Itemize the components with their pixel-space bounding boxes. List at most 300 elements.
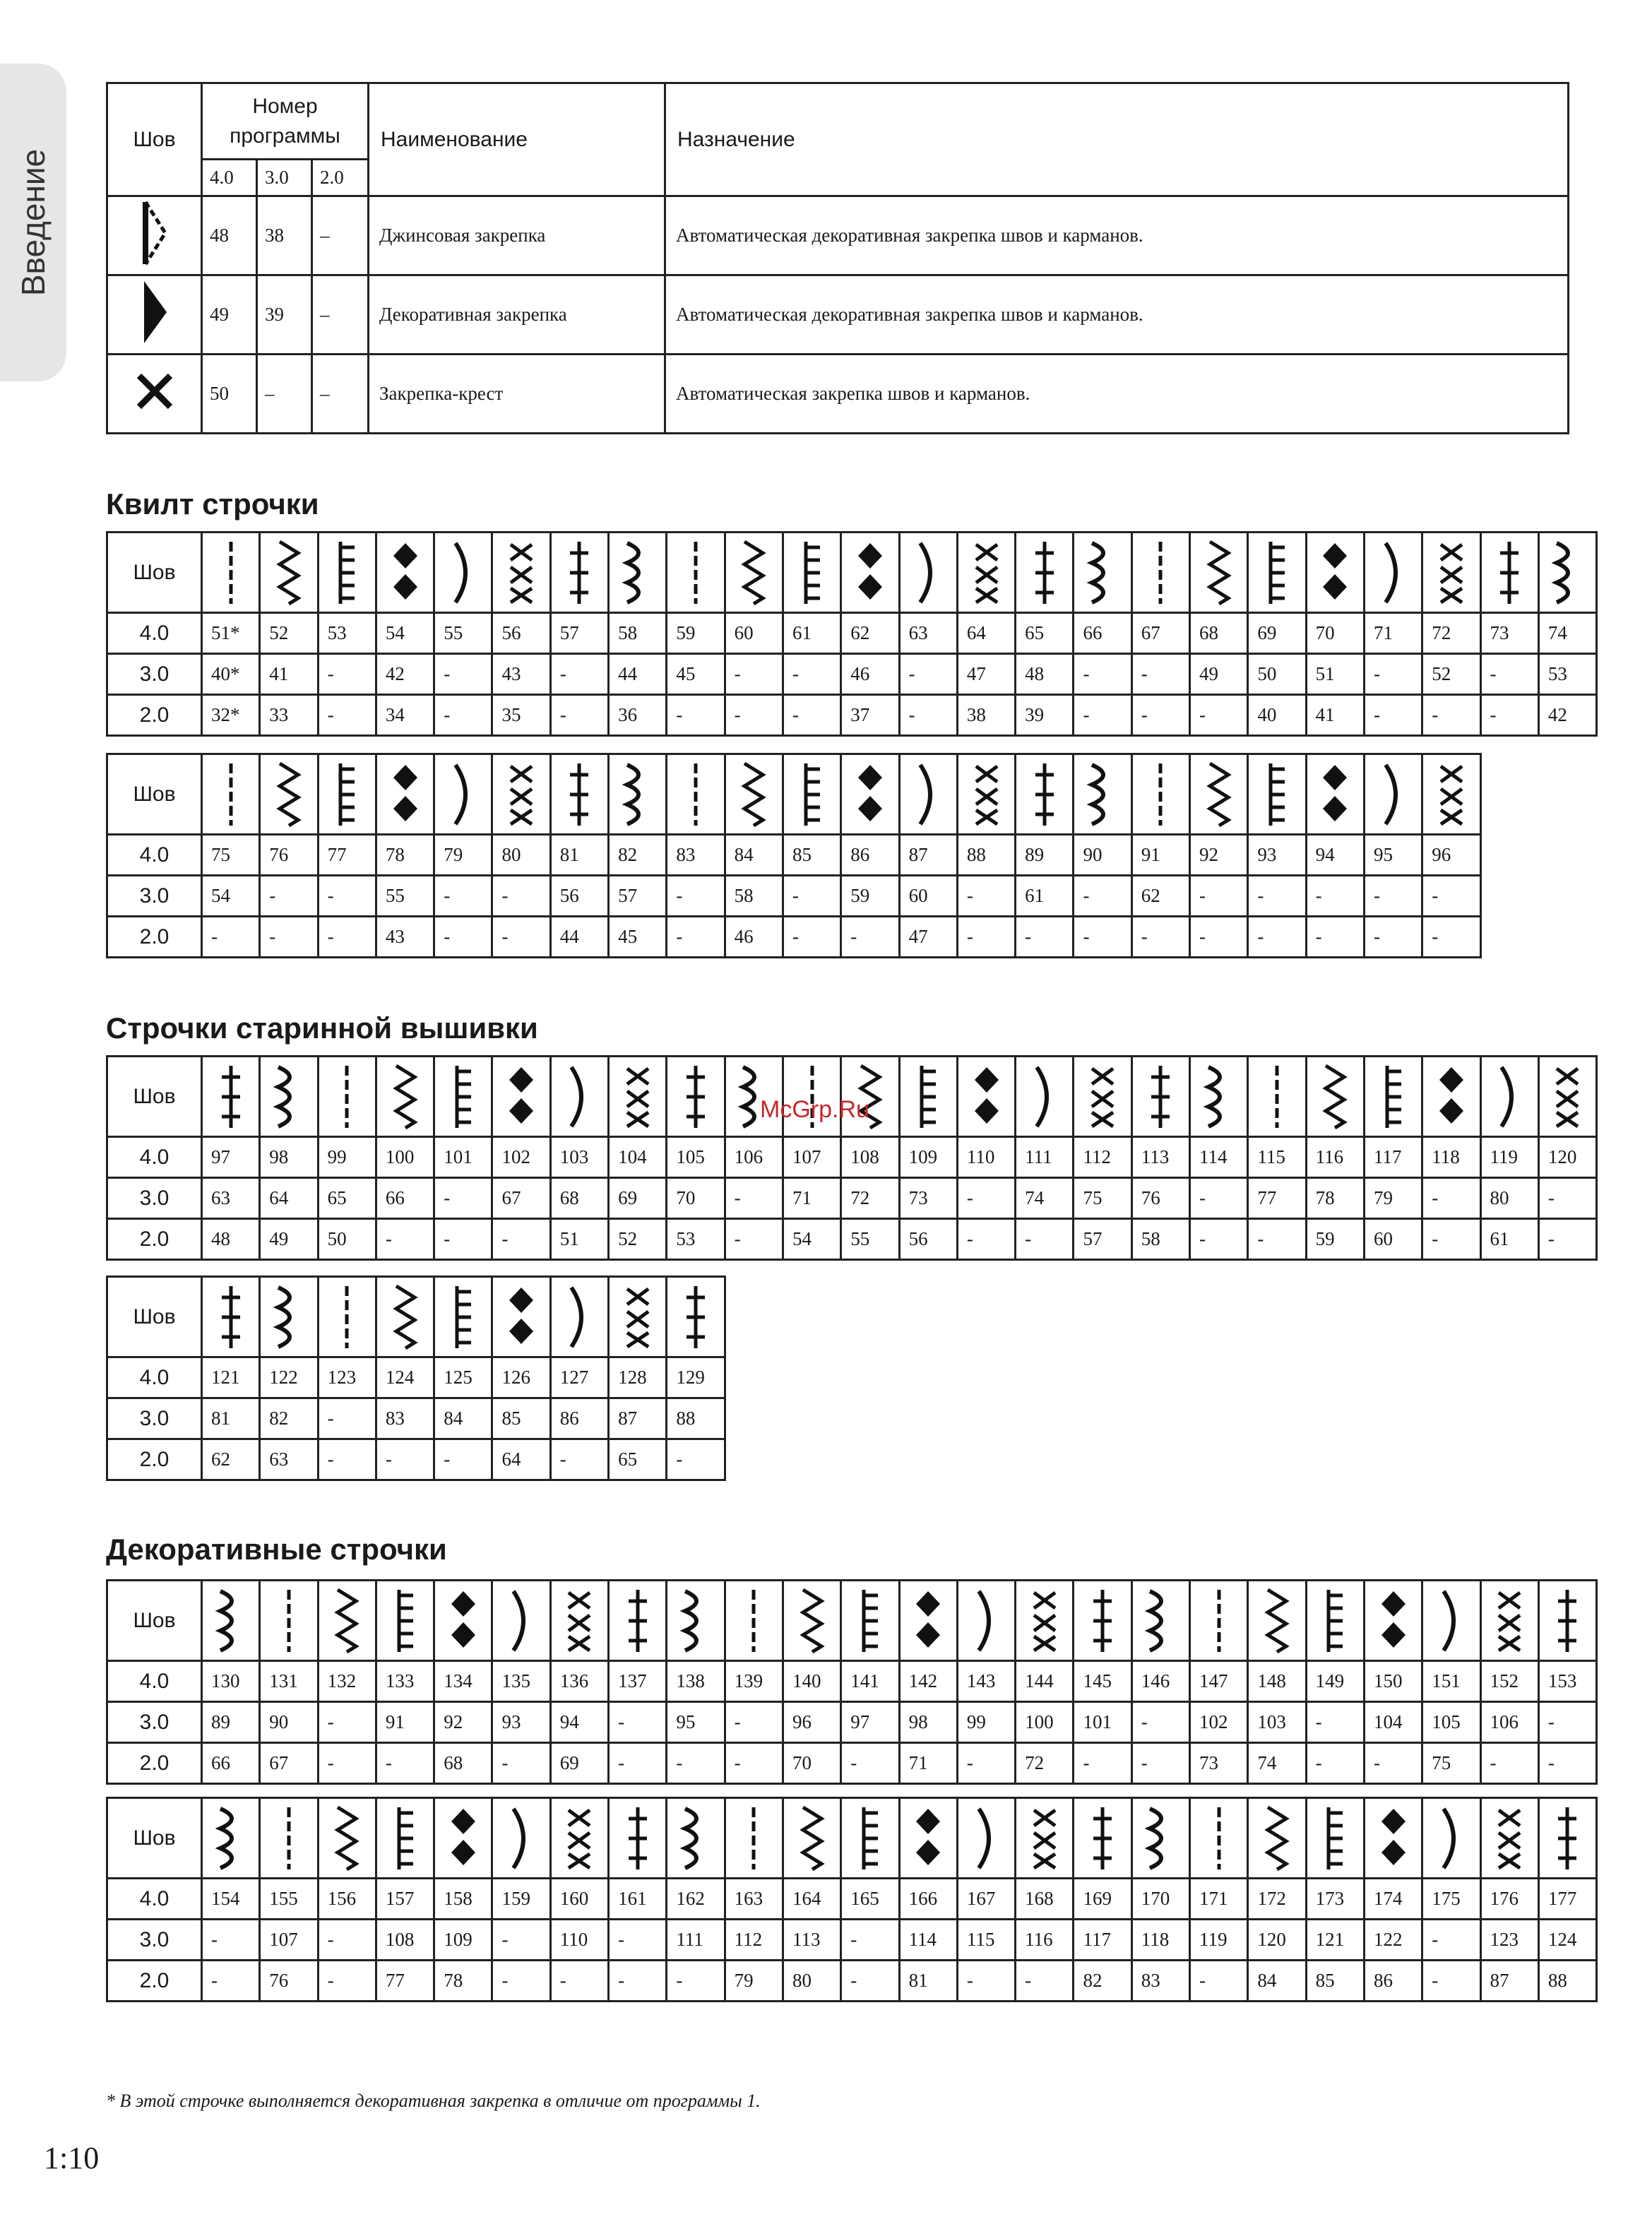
program-number: 71 bbox=[1364, 613, 1422, 654]
program-number: - bbox=[1248, 917, 1306, 958]
program-3-0: – bbox=[257, 355, 312, 434]
version-header: 3.0 bbox=[257, 160, 312, 196]
program-number: 66 bbox=[202, 1743, 260, 1784]
stitch-pattern-icon bbox=[783, 754, 840, 835]
program-number: 134 bbox=[434, 1661, 492, 1702]
table-row bbox=[107, 355, 1569, 434]
program-number: 33 bbox=[260, 695, 318, 736]
program-number: - bbox=[1422, 695, 1480, 736]
program-row-v2 bbox=[107, 1439, 725, 1480]
stitch-pattern-icon bbox=[434, 754, 492, 835]
program-number: 85 bbox=[492, 1398, 550, 1439]
program-number: 82 bbox=[609, 835, 667, 876]
program-number: 34 bbox=[376, 695, 434, 736]
program-3-0: 38 bbox=[257, 196, 312, 275]
program-number: 80 bbox=[1480, 1178, 1538, 1219]
program-number: 82 bbox=[260, 1398, 318, 1439]
version-label: 3.0 bbox=[107, 1398, 202, 1439]
program-number: 128 bbox=[609, 1357, 667, 1398]
program-number: 62 bbox=[841, 613, 899, 654]
stitch-pattern-icon bbox=[1248, 1581, 1306, 1661]
footnote: * В этой строчке выполняется декоративная закрепка в отличие от программы 1. bbox=[106, 2091, 761, 2111]
program-row-v4 bbox=[107, 835, 1481, 876]
program-number: 144 bbox=[1016, 1661, 1074, 1702]
program-number: 98 bbox=[899, 1702, 957, 1743]
program-number: 120 bbox=[1248, 1920, 1306, 1961]
program-number: - bbox=[318, 1743, 376, 1784]
program-number: 160 bbox=[550, 1879, 608, 1920]
stitch-pattern-icon bbox=[1131, 1057, 1189, 1137]
program-number: 121 bbox=[202, 1357, 260, 1398]
stitch-pattern-icon bbox=[1074, 754, 1131, 835]
program-number: 63 bbox=[202, 1178, 260, 1219]
stitch-pattern-icon bbox=[1364, 1798, 1422, 1879]
program-row-v2 bbox=[107, 1961, 1597, 2002]
program-number: 78 bbox=[434, 1961, 492, 2002]
stitch-pattern-icon bbox=[550, 533, 608, 613]
stitch-pattern-icon bbox=[783, 1798, 840, 1879]
program-number: 152 bbox=[1480, 1661, 1538, 1702]
program-number: 169 bbox=[1074, 1879, 1131, 1920]
program-number: 92 bbox=[1190, 835, 1248, 876]
program-number: - bbox=[957, 1961, 1015, 2002]
program-number: - bbox=[783, 917, 840, 958]
version-label: 4.0 bbox=[107, 835, 202, 876]
version-header: 2.0 bbox=[312, 160, 369, 196]
stitch-pattern-icon bbox=[1480, 533, 1538, 613]
stitch-pattern-icon bbox=[899, 1581, 957, 1661]
program-number: 79 bbox=[434, 835, 492, 876]
program-number: 112 bbox=[1074, 1137, 1131, 1178]
program-number: 52 bbox=[1422, 654, 1480, 695]
program-number: - bbox=[318, 654, 376, 695]
stitch-pattern-icon bbox=[260, 1798, 318, 1879]
stitch-pattern-icon bbox=[899, 754, 957, 835]
program-row-v3 bbox=[107, 654, 1597, 695]
stitch-pattern-icon bbox=[1248, 754, 1306, 835]
stitch-pattern-icon bbox=[667, 754, 725, 835]
program-number: 96 bbox=[1422, 835, 1480, 876]
program-number: 74 bbox=[1016, 1178, 1074, 1219]
program-number: 43 bbox=[492, 654, 550, 695]
stitch-icon-row bbox=[107, 754, 1481, 835]
bartack-table bbox=[106, 82, 1569, 434]
stitch-pattern-icon bbox=[841, 754, 899, 835]
stitch-pattern-icon bbox=[1131, 1798, 1189, 1879]
program-number: - bbox=[1364, 876, 1422, 917]
stitch-pattern-icon bbox=[1131, 533, 1189, 613]
program-number: - bbox=[841, 1961, 899, 2002]
program-number: - bbox=[957, 1743, 1015, 1784]
program-number: 62 bbox=[1131, 876, 1189, 917]
name-header: Наименование bbox=[369, 83, 665, 196]
stitch-pattern-icon bbox=[725, 1581, 783, 1661]
program-number: - bbox=[841, 1743, 899, 1784]
program-number: 162 bbox=[667, 1879, 725, 1920]
program-number: 103 bbox=[550, 1137, 608, 1178]
program-number: - bbox=[783, 876, 840, 917]
program-number: 47 bbox=[957, 654, 1015, 695]
program-3-0: 39 bbox=[257, 275, 312, 355]
program-number: - bbox=[318, 876, 376, 917]
program-number: 68 bbox=[1190, 613, 1248, 654]
program-number: - bbox=[1422, 876, 1480, 917]
stitch-pattern-icon bbox=[202, 533, 260, 613]
stitch-pattern-icon bbox=[550, 1798, 608, 1879]
program-number: 98 bbox=[260, 1137, 318, 1178]
stitch-name: Джинсовая закрепка bbox=[369, 196, 665, 275]
program-number: - bbox=[434, 695, 492, 736]
program-number: 103 bbox=[1248, 1702, 1306, 1743]
program-number: 72 bbox=[1016, 1743, 1074, 1784]
program-number: 60 bbox=[1364, 1219, 1422, 1260]
program-number: 62 bbox=[202, 1439, 260, 1480]
program-number: - bbox=[1422, 917, 1480, 958]
section-title: Строчки старинной вышивки bbox=[106, 1011, 538, 1045]
stitch-pattern-icon bbox=[434, 1581, 492, 1661]
program-number: 108 bbox=[376, 1920, 434, 1961]
program-row-v3 bbox=[107, 1398, 725, 1439]
stitch-pattern-icon bbox=[318, 1798, 376, 1879]
program-number: 87 bbox=[609, 1398, 667, 1439]
program-number: 50 bbox=[318, 1219, 376, 1260]
program-number: 81 bbox=[202, 1398, 260, 1439]
version-label: 2.0 bbox=[107, 1439, 202, 1480]
program-number: - bbox=[783, 695, 840, 736]
program-number: - bbox=[725, 695, 783, 736]
program-number: 81 bbox=[550, 835, 608, 876]
program-number: 65 bbox=[1016, 613, 1074, 654]
program-number: 99 bbox=[957, 1702, 1015, 1743]
program-number: 88 bbox=[957, 835, 1015, 876]
program-number: 60 bbox=[725, 613, 783, 654]
program-number: 74 bbox=[1248, 1743, 1306, 1784]
program-number: - bbox=[609, 1961, 667, 2002]
program-number: - bbox=[1131, 1743, 1189, 1784]
program-number: - bbox=[318, 1961, 376, 2002]
program-number: 125 bbox=[434, 1357, 492, 1398]
program-number: - bbox=[492, 1219, 550, 1260]
program-number: 76 bbox=[260, 835, 318, 876]
version-label: 3.0 bbox=[107, 1178, 202, 1219]
program-number: 73 bbox=[1190, 1743, 1248, 1784]
program-row-v2 bbox=[107, 1743, 1597, 1784]
program-number: 115 bbox=[957, 1920, 1015, 1961]
program-number: 65 bbox=[318, 1178, 376, 1219]
version-label: 2.0 bbox=[107, 695, 202, 736]
program-number: 106 bbox=[1480, 1702, 1538, 1743]
program-number: 64 bbox=[957, 613, 1015, 654]
stitch-pattern-icon bbox=[841, 1581, 899, 1661]
program-number: 71 bbox=[899, 1743, 957, 1784]
program-number: - bbox=[434, 1219, 492, 1260]
program-number: - bbox=[725, 1219, 783, 1260]
program-number: 124 bbox=[376, 1357, 434, 1398]
program-number: - bbox=[318, 695, 376, 736]
program-number: 81 bbox=[899, 1961, 957, 2002]
program-number: 171 bbox=[1190, 1879, 1248, 1920]
program-number: - bbox=[1074, 876, 1131, 917]
program-number: 69 bbox=[609, 1178, 667, 1219]
program-number: 143 bbox=[957, 1661, 1015, 1702]
stitch-pattern-icon bbox=[492, 1581, 550, 1661]
program-number: 41 bbox=[1306, 695, 1364, 736]
program-number: - bbox=[841, 917, 899, 958]
program-number: 146 bbox=[1131, 1661, 1189, 1702]
program-number: 54 bbox=[783, 1219, 840, 1260]
program-number: - bbox=[1190, 876, 1248, 917]
program-number: 40* bbox=[202, 654, 260, 695]
version-label: 4.0 bbox=[107, 1357, 202, 1398]
program-number: - bbox=[1538, 1219, 1596, 1260]
program-number: - bbox=[550, 1439, 608, 1480]
stitch-pattern-icon bbox=[1422, 1798, 1480, 1879]
program-number: - bbox=[957, 876, 1015, 917]
stitch-pattern-icon bbox=[841, 1798, 899, 1879]
program-number: - bbox=[1131, 654, 1189, 695]
program-number: - bbox=[841, 1920, 899, 1961]
program-number: - bbox=[260, 917, 318, 958]
program-number: 84 bbox=[434, 1398, 492, 1439]
program-number: 175 bbox=[1422, 1879, 1480, 1920]
program-number: 78 bbox=[376, 835, 434, 876]
stitch-pattern-icon bbox=[899, 1798, 957, 1879]
program-number: 82 bbox=[1074, 1961, 1131, 2002]
program-number: - bbox=[1016, 917, 1074, 958]
stitch-pattern-icon bbox=[667, 1057, 725, 1137]
stitch-pattern-icon bbox=[1016, 1798, 1074, 1879]
stitch-pattern-icon bbox=[1074, 1057, 1131, 1137]
stitch-pattern-icon bbox=[667, 533, 725, 613]
program-number: 42 bbox=[376, 654, 434, 695]
program-number: 32* bbox=[202, 695, 260, 736]
program-number: 94 bbox=[550, 1702, 608, 1743]
program-number: - bbox=[1364, 1743, 1422, 1784]
program-row-v4 bbox=[107, 1661, 1597, 1702]
program-number: 51 bbox=[1306, 654, 1364, 695]
program-number: 168 bbox=[1016, 1879, 1074, 1920]
version-label: 4.0 bbox=[107, 1879, 202, 1920]
program-number: 45 bbox=[667, 654, 725, 695]
program-number: 114 bbox=[1190, 1137, 1248, 1178]
program-number: - bbox=[667, 1961, 725, 2002]
program-number: 48 bbox=[1016, 654, 1074, 695]
program-number: 67 bbox=[492, 1178, 550, 1219]
program-number: 112 bbox=[725, 1920, 783, 1961]
program-number: 114 bbox=[899, 1920, 957, 1961]
seam-label: Шов bbox=[107, 533, 202, 613]
page-number: 1:10 bbox=[44, 2141, 100, 2175]
stitch-pattern-icon bbox=[376, 754, 434, 835]
program-number: 170 bbox=[1131, 1879, 1189, 1920]
version-label: 3.0 bbox=[107, 1702, 202, 1743]
program-number: 61 bbox=[1016, 876, 1074, 917]
stitch-pattern-icon bbox=[318, 533, 376, 613]
stitch-pattern-icon bbox=[202, 1798, 260, 1879]
program-number: - bbox=[550, 654, 608, 695]
stitch-pattern-icon bbox=[1422, 1581, 1480, 1661]
stitch-pattern-icon bbox=[957, 1798, 1015, 1879]
stitch-pattern-icon bbox=[1480, 1581, 1538, 1661]
program-number: - bbox=[957, 1219, 1015, 1260]
program-number: 70 bbox=[1306, 613, 1364, 654]
stitch-pattern-icon bbox=[1364, 533, 1422, 613]
stitch-pattern-icon bbox=[318, 1057, 376, 1137]
program-number: - bbox=[202, 1961, 260, 2002]
program-number: 59 bbox=[667, 613, 725, 654]
program-number: 137 bbox=[609, 1661, 667, 1702]
program-number: 101 bbox=[434, 1137, 492, 1178]
program-number: 73 bbox=[1480, 613, 1538, 654]
program-number: - bbox=[667, 876, 725, 917]
program-number: 115 bbox=[1248, 1137, 1306, 1178]
version-header: 4.0 bbox=[202, 160, 257, 196]
program-number: 94 bbox=[1306, 835, 1364, 876]
program-number: 126 bbox=[492, 1357, 550, 1398]
program-number: 45 bbox=[609, 917, 667, 958]
program-number: 49 bbox=[1190, 654, 1248, 695]
program-number: 109 bbox=[434, 1920, 492, 1961]
seam-label: Шов bbox=[107, 1581, 202, 1661]
program-row-v3 bbox=[107, 1702, 1597, 1743]
stitch-pattern-icon bbox=[609, 1057, 667, 1137]
program-number: 106 bbox=[725, 1137, 783, 1178]
stitch-pattern-icon bbox=[667, 1277, 725, 1357]
program-number: 49 bbox=[260, 1219, 318, 1260]
stitch-table bbox=[106, 531, 1598, 737]
stitch-pattern-icon bbox=[1016, 1581, 1074, 1661]
program-number: 93 bbox=[492, 1702, 550, 1743]
program-number: 69 bbox=[1248, 613, 1306, 654]
seam-label: Шов bbox=[107, 1277, 202, 1357]
stitch-pattern-icon bbox=[783, 1581, 840, 1661]
program-number: - bbox=[725, 1178, 783, 1219]
program-number: 149 bbox=[1306, 1661, 1364, 1702]
stitch-pattern-icon bbox=[1248, 1057, 1306, 1137]
purpose-header: Назначение bbox=[665, 83, 1569, 196]
stitch-pattern-icon bbox=[899, 533, 957, 613]
stitch-pattern-icon bbox=[1306, 1798, 1364, 1879]
program-number: - bbox=[609, 1702, 667, 1743]
program-number: 118 bbox=[1422, 1137, 1480, 1178]
stitch-pattern-icon bbox=[1480, 1057, 1538, 1137]
program-number: 55 bbox=[434, 613, 492, 654]
program-number: - bbox=[434, 876, 492, 917]
stitch-pattern-icon bbox=[1538, 1798, 1596, 1879]
stitch-table bbox=[106, 1797, 1598, 2002]
program-row-v4 bbox=[107, 1357, 725, 1398]
section-title: Декоративные строчки bbox=[106, 1533, 447, 1566]
stitch-pattern-icon bbox=[1364, 1581, 1422, 1661]
stitch-pattern-icon bbox=[1248, 533, 1306, 613]
seam-label: Шов bbox=[107, 1798, 202, 1879]
stitch-pattern-icon bbox=[260, 1277, 318, 1357]
program-number: 141 bbox=[841, 1661, 899, 1702]
program-number: 66 bbox=[376, 1178, 434, 1219]
program-number: - bbox=[492, 1920, 550, 1961]
program-number: 52 bbox=[609, 1219, 667, 1260]
program-number: 64 bbox=[260, 1178, 318, 1219]
program-number: 121 bbox=[1306, 1920, 1364, 1961]
program-4-0: 50 bbox=[202, 355, 257, 434]
program-number: 39 bbox=[1016, 695, 1074, 736]
program-number: 97 bbox=[202, 1137, 260, 1178]
program-number: 84 bbox=[1248, 1961, 1306, 2002]
stitch-pattern-icon bbox=[492, 754, 550, 835]
program-number: 136 bbox=[550, 1661, 608, 1702]
program-number: 165 bbox=[841, 1879, 899, 1920]
stitch-pattern-icon bbox=[202, 1581, 260, 1661]
stitch-pattern-icon bbox=[1190, 1581, 1248, 1661]
program-number: 111 bbox=[1016, 1137, 1074, 1178]
stitch-pattern-icon bbox=[492, 533, 550, 613]
stitch-pattern-icon bbox=[1074, 533, 1131, 613]
stitch-pattern-icon bbox=[725, 533, 783, 613]
version-label: 3.0 bbox=[107, 1920, 202, 1961]
stitch-pattern-icon bbox=[609, 1581, 667, 1661]
program-number: 150 bbox=[1364, 1661, 1422, 1702]
program-number: 54 bbox=[376, 613, 434, 654]
program-number: 70 bbox=[783, 1743, 840, 1784]
program-number: - bbox=[376, 1439, 434, 1480]
program-number: - bbox=[1248, 1219, 1306, 1260]
program-number: 138 bbox=[667, 1661, 725, 1702]
program-number: 139 bbox=[725, 1661, 783, 1702]
version-label: 2.0 bbox=[107, 1961, 202, 2002]
seam-header: Шов bbox=[107, 83, 202, 196]
program-number: - bbox=[1190, 917, 1248, 958]
program-number: 108 bbox=[841, 1137, 899, 1178]
program-number: 77 bbox=[318, 835, 376, 876]
stitch-pattern-icon bbox=[1248, 1798, 1306, 1879]
program-number: - bbox=[318, 917, 376, 958]
program-number: - bbox=[1364, 917, 1422, 958]
program-number: 58 bbox=[725, 876, 783, 917]
stitch-pattern-icon bbox=[318, 1277, 376, 1357]
program-number: 151 bbox=[1422, 1661, 1480, 1702]
program-number: 53 bbox=[1538, 654, 1596, 695]
program-number: 155 bbox=[260, 1879, 318, 1920]
program-number: 36 bbox=[609, 695, 667, 736]
program-number: 173 bbox=[1306, 1879, 1364, 1920]
program-number: 119 bbox=[1190, 1920, 1248, 1961]
program-number: 158 bbox=[434, 1879, 492, 1920]
stitch-pattern-icon bbox=[550, 1057, 608, 1137]
stitch-name: Закрепка-крест bbox=[369, 355, 665, 434]
program-number: 88 bbox=[1538, 1961, 1596, 2002]
program-number: 47 bbox=[899, 917, 957, 958]
stitch-pattern-icon bbox=[609, 1277, 667, 1357]
program-number: - bbox=[899, 654, 957, 695]
program-number: - bbox=[550, 1961, 608, 2002]
stitch-icon-row bbox=[107, 533, 1597, 613]
stitch-purpose: Автоматическая декоративная закрепка швов и карманов. bbox=[665, 275, 1569, 355]
program-number: 40 bbox=[1248, 695, 1306, 736]
program-number: - bbox=[1074, 654, 1131, 695]
program-number: 117 bbox=[1074, 1920, 1131, 1961]
program-number: 75 bbox=[1074, 1178, 1131, 1219]
program-number: 119 bbox=[1480, 1137, 1538, 1178]
stitch-table bbox=[106, 1055, 1598, 1261]
program-number: 64 bbox=[492, 1439, 550, 1480]
decorative-bartack-icon bbox=[107, 275, 202, 355]
program-number: 72 bbox=[841, 1178, 899, 1219]
stitch-pattern-icon bbox=[318, 1581, 376, 1661]
program-number: - bbox=[318, 1439, 376, 1480]
program-number: - bbox=[1480, 654, 1538, 695]
stitch-pattern-icon bbox=[376, 1277, 434, 1357]
program-number: 129 bbox=[667, 1357, 725, 1398]
